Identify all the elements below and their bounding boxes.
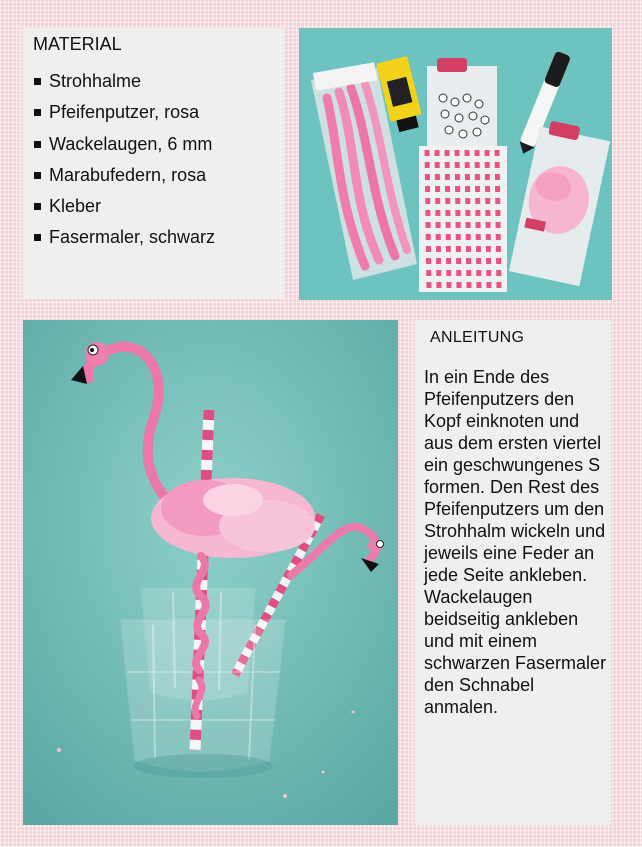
flamingo-photo [23,320,398,825]
bullet-icon [34,234,41,241]
bullet-icon [34,78,41,85]
material-item: Kleber [34,195,215,226]
material-heading: MATERIAL [33,34,122,54]
straw-bundle [419,146,507,292]
material-item: Fasermaler, schwarz [34,226,215,257]
material-list [34,70,215,258]
instructions-panel [415,320,611,825]
bullet-icon [34,141,41,148]
material-panel [23,28,285,298]
bullet-icon [34,172,41,179]
bullet-icon [34,109,41,116]
instructions-heading: ANLEITUNG [430,329,525,346]
material-item: Marabufedern, rosa [34,164,215,195]
materials-illustration [299,28,612,300]
material-item: Pfeifenputzer, rosa [34,101,215,132]
flamingo-illustration [23,320,398,825]
material-item: Wackelaugen, 6 mm [34,133,215,164]
instructions-text: In ein Ende des Pfeifenputzers den Kopf einknoten und aus dem ersten viertel ein geschwungenes S formen. Den Rest des Pfeifenputzers um den Strohhalm wickeln und jeweils eine Feder an jede Seite ankleben. Wackelaugen beidseitig ankleben und mit einem schwarzen Fasermaler den Schnabel anmalen. [424,367,607,717]
material-item: Strohhalme [34,70,215,101]
bullet-icon [34,203,41,210]
materials-photo [299,28,612,300]
